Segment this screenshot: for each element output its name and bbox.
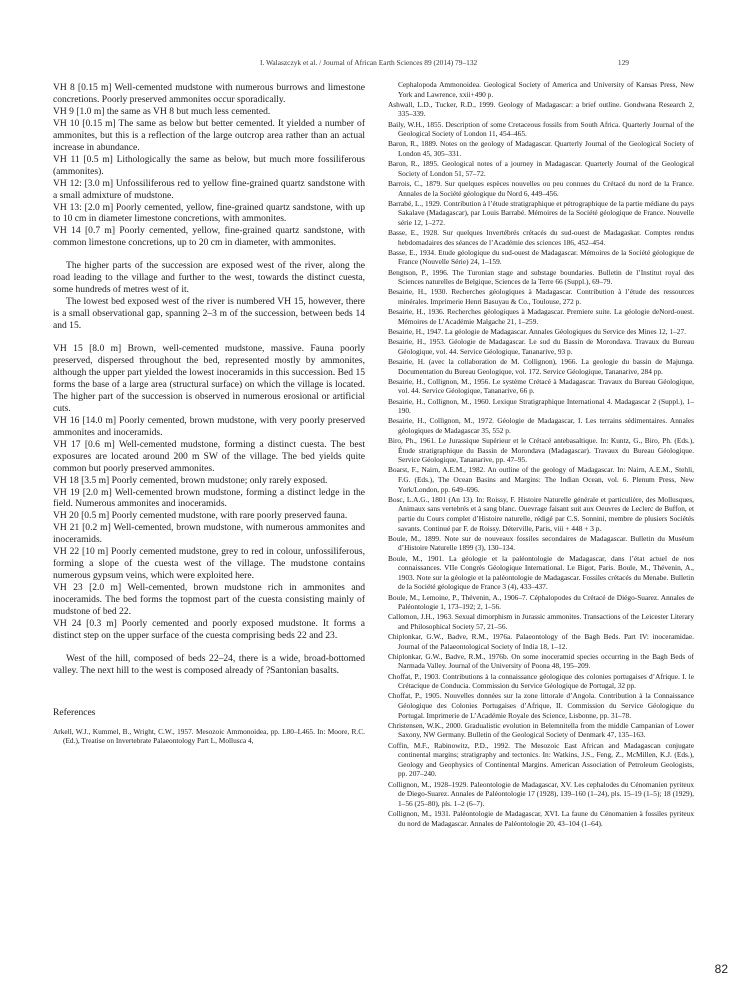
- scan-page-number: 82: [714, 962, 728, 976]
- bed-entry: VH 11 [0.5 m] Lithologically the same as below, but much more fossiliferous (ammonites).: [53, 153, 365, 177]
- reference-entry: Boule, M., Lemoine, P., Thévenin, A., 1906–7. Céphalopodes du Crétacé de Diégo-Suarez. Annales de Paléontologie 1, 173–192; 2, 1–56.: [388, 592, 694, 612]
- reference-entry: Basse, E., 1928. Sur quelques Invertébrés crétacés du sud-ouest de Madagaskar. Comptes rendus hebdomadaires des séances de l’Académie des sciences 186, 452–454.: [388, 228, 694, 247]
- reference-list: [388, 100, 694, 828]
- reference-entry: Barrabé, L., 1929. Contribution à l’étude stratigraphique et pétrographique de la partie médiane du pays Sakalave (Madagascar), par Louis Barrabé. Mémoires de la Société géologique de France. Nouvelle série 12, 1–272.: [388, 198, 694, 227]
- bed-entry: VH 10 [0.15 m] The same as below but better cemented. It yielded a number of ammonites, but this is a reflection of the large outcrop area rather than an actual increase in abundance.: [53, 117, 365, 153]
- reference-entry: Collignon, M., 1931. Paléontologie de Madagascar, XVI. La faune du Cénomanien à fossiles pyriteux du nord de Madagascar. Annales de Paléontologie 20, 43–104 (1–64).: [388, 808, 694, 828]
- reference-entry: Besairie, H., 1936. Recherches géologiques à Madagascar. Premiere suite. La géologie deNord-ouest. Mémoires de L’Académie Malgache 21, 1–259.: [388, 307, 694, 326]
- reference-entry: Chiplonkar, G.W., Badve, R.M., 1976b. On some inoceramid species occurring in the Bagh Beds of Narmada Valley. Journal of the University of Poona 48, 195–209.: [388, 651, 694, 671]
- bed-entry: VH 14 [0.7 m] Poorly cemented, yellow, fine-grained quartz sandstone, with common limestone concretions, up to 20 cm in diameter, with ammonites.: [53, 225, 365, 249]
- journal-citation: I. Walaszczyk et al. / Journal of African Earth Sciences 89 (2014) 79–132: [260, 58, 478, 67]
- reference-entry: Bengtson, P., 1996. The Turonian stage and substage boundaries. Bulletin de l’Institut royal des Sciences naturelles de Belgique, Sciences de la Terre 66 (Suppl.), 69–79.: [388, 267, 694, 287]
- reference-entry: Christensen, W.K., 2000. Gradualistic evolution in Belemnitella from the middle Campanian of Lower Saxony, NW Germany. Bulletin of the Geological Society of Denmark 47, 135–163.: [388, 720, 694, 740]
- reference-entry: Collignon, M., 1928–1929. Paleontologie de Madagascar, XV. Les cephalodes du Cénomanien pyriteux de Diego-Suarez. Annales de Paléontologie 17 (1928), 139–160 (1–24), pls. 15–19 (1–5); 18 (1929), 1–56 (25–80), pls. 1–2 (6–7).: [388, 779, 694, 808]
- reference-entry: Callomon, J.H., 1963. Sexual dimorphism in Jurassic ammonites. Transactions of the Leicester Literary and Philosophical Society 57, 21–56.: [388, 612, 694, 631]
- reference-entry: Boarst, F., Nairn, A.E.M., 1982. An outline of the geology of Madagascar. In: Nairn, A.E.M., Stehli, F.G. (Eds.), The Ocean Basins and Margins: The Indian Ocean, vol. 6. Plenum Press, New York/London, pp. 649–696.: [388, 465, 694, 494]
- bed-entry: VH 15 [8.0 m] Brown, well-cemented mudstone, massive. Fauna poorly preserved, dispersed throughout the bed, represented mostly by ammonites, although the upper part yielded the lowest inoceramids in this succession. Bed 15 forms the base of a large area (structural surface) on which the village is located. The higher part of the succession is observed in numerous erosional or artificial cuts.: [53, 343, 365, 414]
- reference-entry: Arkell, W.J., Kummel, B., Wright, C.W., 1957. Mesozoic Ammonoidea, pp. L80–L465. In: Moore, R.C. (Ed.), Treatise on Invertebrate Palaeontology Part L, Mollusca 4,: [53, 726, 365, 746]
- bed-entry: VH 24 [0.3 m] Poorly cemented and poorly exposed mudstone. It forms a distinct step on the upper surface of the cuesta comprising beds 22 and 23.: [53, 617, 365, 641]
- left-column: [53, 82, 365, 746]
- running-header: [0, 58, 746, 72]
- bed-entry: VH 20 [0.5 m] Poorly cemented mudstone, with rare poorly preserved fauna.: [53, 510, 348, 522]
- bed-entry: VH 8 [0.15 m] Well-cemented mudstone with numerous burrows and limestone concretions. Poorly preserved ammonites occur sporadically.: [53, 82, 365, 105]
- reference-entry: Besairie, H. (avec la collaboration de M. Collignon), 1966. La geologie du bassin de Majunga. Documentation du Bureau Geologique, vol. 172. Service Géologique, Tananarive, 284 pp.: [388, 356, 694, 376]
- reference-entry: Baron, R., 1895. Geological notes of a journey in Madagascar. Quarterly Journal of the Geological Society of London 51, 57–72.: [388, 159, 694, 178]
- reference-entry: Biro, Ph., 1961. Le Jurassique Supérieur et le Crétacé antebasaltique. In: Kuntz, G., Biro, Ph. (Eds.), Étude stratigraphique du Bassin de Morondava (Madagascar). Travaux du Bureau Géologique. Service Géologique, Tananarive, pp. 47–95.: [388, 436, 694, 465]
- reference-entry: Coffin, M.F., Rabinowitz, P.D., 1992. The Mesozoic East African and Madagascan conjugate continental margins; stratigraphy and tectonics. In: Watkins, J.S., Feng, Z., McMillen, K.J. (Eds.), Geology and Geophysics of Continental Margins. American Association of Petroleum Geologists, pp. 207–240.: [388, 740, 694, 779]
- right-column: [388, 80, 694, 829]
- reference-continuation: Cephalopoda Ammonoidea. Geological Society of America and University of Kansas Press, New York and Lawrence, xxii+490 p.: [398, 80, 694, 99]
- reference-entry: Boule, M., 1899. Note sur de nouveaux fossiles secondaires de Madagascar. Bulletin du Muséum d’Histoire Naturelle 1899 (3), 130–134.: [388, 533, 694, 553]
- bed-list-upper: [53, 82, 365, 249]
- bed-entry: VH 23 [2.0 m] Well-cemented, brown mudstone rich in ammonites and inoceramids. The bed forms the topmost part of the cuesta consisting mainly of mudstone of bed 22.: [53, 582, 365, 618]
- reference-entry: Chiplonkar, G.W., Badve, R.M., 1976a. Palaeontology of the Bagh Beds. Part IV: inoceramidae. Journal of the Palaeontological Society of India 18, 1–12.: [388, 632, 694, 651]
- reference-entry: Bosc, L.A.G., 1801 (An 13). In: Roissy, F. Histoire Naturelle générale et particulière, des Mollusques, Animaux sans vertebrés et à sang blanc. Ouevrage faisant suit aux Oeuvres de Leclerc de Buffon, et partie du Cours complet d’Histoire naturelle, rédigé par C.S. Sonnini, membre de plusiers Sociétés savants. Continué par F. de Roissy. Déterville, Paris, viii + 448 + 3 p.: [388, 494, 694, 533]
- bed-entry: VH 13: [2.0 m] Poorly cemented, yellow, fine-grained quartz sandstone, with up to 10 cm in diameter limestone concretions, with ammonites.: [53, 201, 365, 225]
- bed-entry: VH 16 [14.0 m] Poorly cemented, brown mudstone, with very poorly preserved ammonites and inoceramids.: [53, 414, 365, 438]
- bed-entry: VH 21 [0.2 m] Well-cemented, brown mudstone, with numerous ammonites and inoceramids.: [53, 522, 365, 546]
- reference-entry: Besairie, H., Collignon, M., 1972. Géologie de Madagascar, I. Les terrains sédimentaires. Annales géologiques de Madagascar 35, 552 p.: [388, 416, 694, 435]
- reference-entry: Besairie, H., Collignon, M., 1956. Le système Crétacé à Madagascar. Travaux du Bureau Géologique, vol. 44. Service Géologique, Tananarive, 66 p.: [388, 376, 694, 396]
- references-heading: References: [53, 706, 96, 718]
- reference-entry: Besairie, H., 1947. La géologie de Madagascar. Annales Géologiques du Service des Mines 12, 1–27.: [388, 326, 686, 336]
- page-number: 129: [617, 58, 629, 67]
- reference-entry: Baron, R., 1889. Notes on the geology of Madagascar. Quarterly Journal of the Geological Society of London 45, 305–331.: [388, 139, 694, 158]
- reference-entry: Barrois, C., 1879. Sur quelques espèces nouvelles ou peu connues du Crétacé du nord de la France. Annales de la Société géologique du Nord 6, 449–456.: [388, 178, 694, 198]
- reference-entry: Baily, W.H., 1855. Description of some Cretaceous fossils from South Africa. Quarterly Journal of the Geological Society of London 11, 454–465.: [388, 119, 694, 139]
- reference-entry: Choffat, P., 1903. Contributions à la connaissance géologique des colonies portugaises d’Afrique. I. le Crétacique de Conducia. Commission du Service Géologique de Portugal, 32 pp.: [388, 671, 694, 691]
- bed-list-lower: [53, 343, 365, 642]
- reference-entry: Besairie, H., 1930. Recherches géologiques à Madagascar. Contribution à l’étude des ressources minérales. Imprimerie Henri Basuyau & Co., Toulouse, 272 p.: [388, 287, 694, 306]
- body-paragraph: The lowest bed exposed west of the river is numbered VH 15, however, there is a small observational gap, spanning 2–3 m of the succession, between beds 14 and 15.: [53, 296, 365, 332]
- reference-entry: Ashwall, L.D., Tucker, R.D., 1999. Geology of Madagascar: a brief outline. Gondwana Research 2, 335–339.: [388, 99, 694, 119]
- reference-entry: Besairie, H., 1953. Géologie de Madagascar. Le sud du Bassin de Morondava. Travaux du Bureau Géologique, vol. 44. Service Géologique, Tananarive, 93 p.: [388, 337, 694, 356]
- bed-entry: VH 22 [10 m] Poorly cemented mudstone, grey to red in colour, unfossiliferous, forming a slope of the cuesta west of the village. The mudstone contains numerous gypsum veins, which were exploited here.: [53, 546, 365, 582]
- bed-entry: VH 9 [1.0 m] the same as VH 8 but much less cemented.: [53, 105, 271, 117]
- bed-entry: VH 17 [0.6 m] Well-cemented mudstone, forming a distinct cuesta. The best exposures are located around 200 m SW of the village. The bed yields quite common but poorly preserved ammonites.: [53, 438, 365, 474]
- reference-entry: Choffat, P., 1905. Nouvelles données sur la zone littorale d’Angola. Contribution à la Connaissance Géologique des Colonies Portugaises d’Afrique, II. Commission du Service Géologique du Portugal. Imprimerie de L’Académie Royale des Science, Lisbonne, pp. 31–78.: [388, 691, 694, 720]
- bed-entry: VH 18 [3.5 m] Poorly cemented, brown mudstone; only rarely exposed.: [53, 474, 328, 486]
- body-paragraph: The higher parts of the succession are exposed west of the river, along the road leading to the village and further to the west, towards the distinct cuesta, some hundreds of metres west of it.: [53, 260, 365, 296]
- reference-entry: Besairie, H., Collignon, M., 1960. Lexique Stratigraphique International 4. Madagascar 2 (Suppl.), 1–190.: [388, 396, 694, 416]
- reference-entry: Basse, E., 1934. Etude géologique du sud-ouest de Madagascar. Mémoires de la Société géologique de France (Nouvelle Série) 24, 1–159.: [388, 247, 694, 267]
- body-paragraph: West of the hill, composed of beds 22–24, there is a wide, broad-bottomed valley. The next hill to the west is composed already of ?Santonian basalts.: [53, 652, 365, 676]
- bed-entry: VH 12: [3.0 m] Unfossiliferous red to yellow fine-grained quartz sandstone with a small admixture of mudstone.: [53, 177, 365, 201]
- reference-entry: Boule, M., 1901. La géologie et la paléontologie de Madagascar, dans l’état actuel de nos connaissances. VIIe Congrès Géologique International. Le Bigot, Paris. Boule, M., Thévenin, A., 1903. Note sur la géologie et la paléontologie de Madagascar. Fossiles crétacés du Menabe. Bulletin de la Société géologique de France 3 (4), 433–437.: [388, 553, 694, 592]
- bed-entry: VH 19 [2.0 m] Well-cemented brown mudstone, forming a distinct ledge in the field. Numerous ammonites and inoceramids.: [53, 486, 365, 510]
